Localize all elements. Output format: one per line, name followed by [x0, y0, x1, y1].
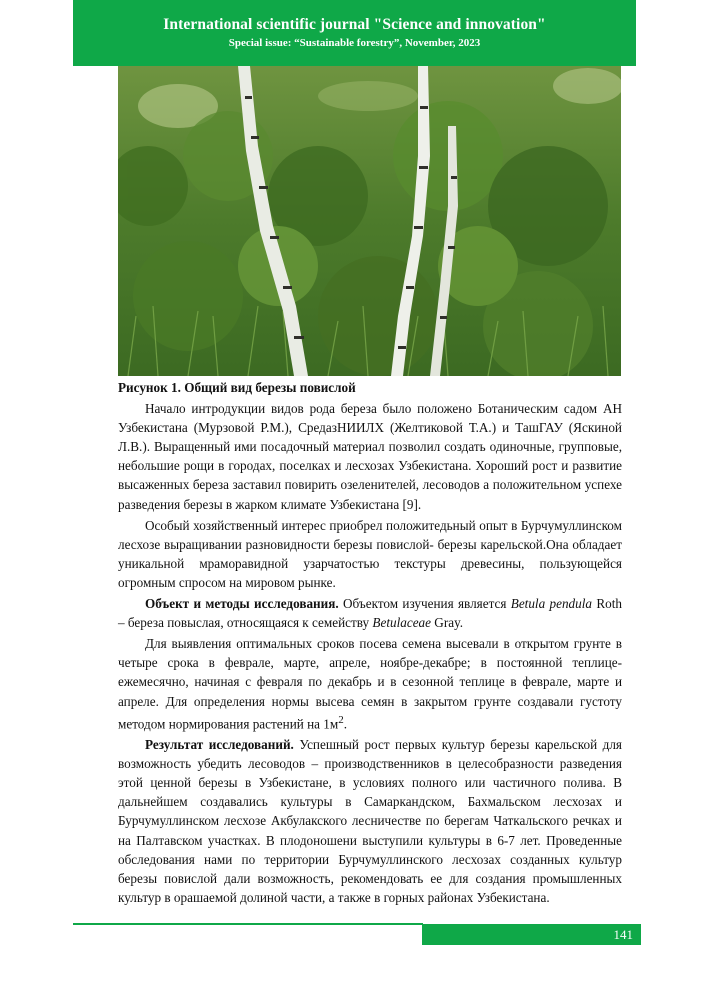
paragraph-3: [118, 594, 622, 632]
paragraph-3-text-c: Gray.: [431, 615, 464, 631]
paragraph-4-end: .: [343, 715, 348, 731]
section-heading-methods: Объект и методы исследования.: [145, 596, 339, 612]
family-name: Betulaceae: [372, 615, 431, 631]
paragraph-4: [118, 634, 622, 733]
journal-title: International scientific journal "Science and innovation": [163, 16, 546, 33]
page-number: 141: [422, 924, 641, 945]
paragraph-5-text: Успешный рост первых культур березы карельской для возможность убедить лесоводов – производственников в целесобразности разведения этой ценной березы в Узбекистане, в условиях полного или частичного полива. В дальнейшем создавались культуры в Самаркандском, Бахмальском лесхозах и Бурчумуллинском лесхозе Акбулакского лесничестве по берегам Чаткальского речках и на Палтавском участках. В плодоношени выступили культуры в 6-7 лет. Проведенные обследования нами по территории Бурчумуллинского лесхозах созданных культур березы повислой дали возможность, рекомендовать ее для создания промышленных культур в орашаемой долиной части, а также в горных районах Узбекистана.: [118, 737, 622, 905]
paragraph-4-text: Для выявления оптимальных сроков посева семена высевали в открытом грунте в четыре срока в феврале, марте, апреле, ноябре-декабре; в постоянной теплице-ежемесячно, начиная с февраля по декабрь и в сезонной теплице в феврале, марте и апреле. Для определения нормы высева семян в закрытом грунте создавали густоту методом нормирования растений на 1м: [118, 636, 622, 731]
article-body: [118, 378, 622, 907]
paragraph-5: [118, 735, 622, 907]
paragraph-3-text-b: Roth – береза повыслая, относящаяся к семейству: [118, 596, 622, 631]
paragraph-2: Особый хозяйственный интерес приобрел положитедьный опыт в Бурчумуллинском лесхозе выращивании разновидности березы повислой- березы карельской.Она обладает уникальной мраморавидной узарчатостью текстуры древесины, пользующейся огромным спросом на мировом рынке.: [118, 517, 622, 590]
birch-photo: [118, 66, 621, 376]
figure-caption: Рисунок 1. Общий вид березы повислой: [118, 380, 356, 395]
section-heading-results: Результат исследований.: [145, 737, 294, 753]
journal-subtitle: Special issue: “Sustainable forestry”, November, 2023: [228, 37, 481, 49]
footer-rule: [73, 923, 423, 925]
species-name: Betula pendula: [510, 596, 592, 612]
paragraph-3-text-a: Объектом изучения является: [338, 596, 511, 612]
journal-header: [73, 0, 636, 66]
superscript: 2: [338, 713, 344, 726]
paragraph-1: Начало интродукции видов рода береза было положено Ботаническим садом АН Узбекистана (Мурзовой Р.М.), СредазНИИЛХ (Желтиковой Т.А.) и ТашГАУ (Яскиной Л.В.). Выращенный ими посадочный материал позволил создать одиночные, групповые, небольшие рощи в городах, поселках и лесхозах Узбекистана. Хороший рост и развитие высаженных береза заставил повирить озеленителей, лесоводов а положительном успехе разведения березы в жарком климате Узбекистана [9].: [118, 401, 622, 512]
